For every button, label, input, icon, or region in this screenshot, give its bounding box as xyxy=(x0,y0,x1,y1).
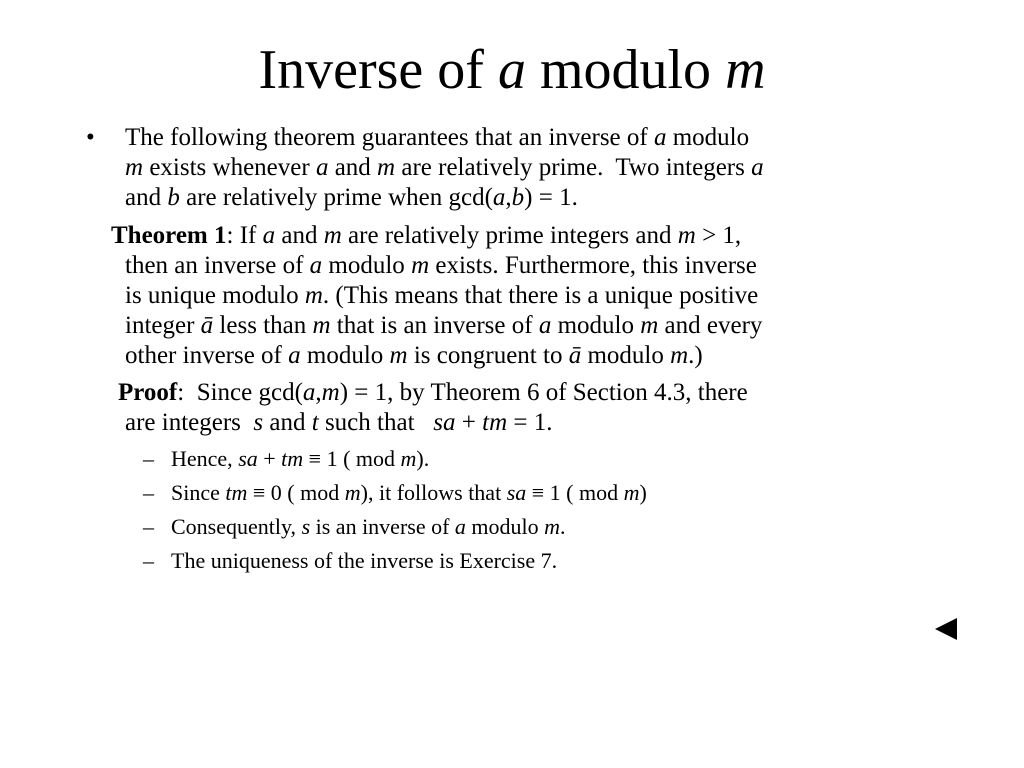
back-arrow-icon[interactable] xyxy=(935,618,957,640)
dash-icon: – xyxy=(143,548,154,573)
intro-line-3: and b are relatively prime when gcd(a,b) = 1. xyxy=(125,184,578,211)
intro-line-2: m exists whenever a and m are relatively prime. Two integers a xyxy=(125,154,764,181)
theorem-line-1: Theorem 1: If a and m are relatively prime integers and m > 1, xyxy=(111,222,742,249)
theorem-line-5: other inverse of a modulo m is congruent to ā modulo m.) xyxy=(125,342,703,369)
slide-title: Inverse of a modulo m xyxy=(258,39,766,101)
bullet-icon: • xyxy=(86,124,95,151)
proof-step-4: The uniqueness of the inverse is Exercise 7. xyxy=(171,548,558,573)
proof-step-1: Hence, sa + tm ≡ 1 ( mod m). xyxy=(171,446,430,471)
dash-icon: – xyxy=(143,514,154,539)
dash-icon: – xyxy=(143,446,154,471)
dash-icon: – xyxy=(143,480,154,505)
intro-line-1: The following theorem guarantees that an inverse of a modulo xyxy=(125,124,750,151)
theorem-line-2: then an inverse of a modulo m exists. Furthermore, this inverse xyxy=(125,252,757,279)
proof-line-1: Proof: Since gcd(a,m) = 1, by Theorem 6 of Section 4.3, there xyxy=(118,379,748,406)
theorem-line-3: is unique modulo m. (This means that there is a unique positive xyxy=(125,282,759,309)
proof-line-2: are integers s and t such that sa + tm = 1. xyxy=(125,409,553,436)
theorem-line-4: integer ā less than m that is an inverse of a modulo m and every xyxy=(125,312,763,339)
proof-step-2: Since tm ≡ 0 ( mod m), it follows that sa ≡ 1 ( mod m) xyxy=(171,480,647,505)
proof-step-3: Consequently, s is an inverse of a modulo m. xyxy=(171,514,566,539)
